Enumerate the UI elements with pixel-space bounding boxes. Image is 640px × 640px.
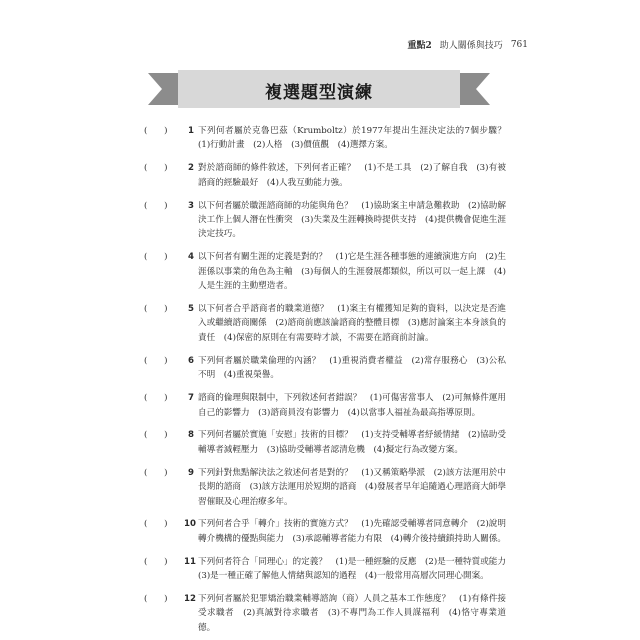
- question-list: [144, 124, 515, 635]
- answer-blank[interactable]: ( ): [144, 467, 175, 478]
- question-item: [144, 161, 506, 190]
- question-number: 9: [188, 467, 194, 478]
- question-text: 以下何者合乎諮商者的職業道德？ (1)案主有權獲知足夠的資料，以決定是否進入或繼續諮商關係 (2)諮商前應該論諮商的整體目標 (3)應討論案主本身該負的責任 (4)保密的原則在有需要時才談，不需要在諮商前討論。: [198, 304, 506, 343]
- question-text: 以下何者屬於職涯諮商師的功能與角色？ (1)協助案主申請急難救助 (2)協助解決工作上個人潛在性衝突 (3)失業及生涯轉換時提供支持 (4)提供機會促進生涯決定技巧。: [198, 200, 506, 240]
- question-item: [144, 354, 506, 383]
- question-number: 8: [188, 430, 194, 441]
- question-item: [144, 124, 506, 153]
- question-text: 下列何者屬於實施「安慰」技術的目標？ (1)支持受輔導者紓緩情緒 (2)協助受輔導者減輕壓力 (3)協助受輔導者認清危機 (4)擬定行為改變方案。: [198, 430, 506, 455]
- page-number: 761: [510, 39, 528, 50]
- question-number: 11: [184, 556, 196, 567]
- answer-blank[interactable]: ( ): [144, 556, 175, 567]
- question-item: [144, 391, 506, 420]
- answer-blank[interactable]: ( ): [144, 252, 175, 263]
- answer-blank[interactable]: ( ): [144, 304, 175, 315]
- question-item: [144, 199, 506, 242]
- question-item: [144, 250, 506, 293]
- question-number: 1: [188, 126, 194, 136]
- question-item: [144, 517, 506, 546]
- header-section: 重點2: [407, 41, 432, 51]
- question-item: [144, 428, 506, 457]
- question-item: [144, 592, 506, 635]
- question-number: 5: [188, 304, 194, 315]
- answer-blank[interactable]: ( ): [144, 430, 175, 441]
- question-item: [144, 466, 506, 509]
- answer-blank[interactable]: ( ): [144, 163, 175, 174]
- question-number: 12: [184, 594, 196, 605]
- question-text: 下列何者屬於職業倫理的內涵？ (1)重視消費者權益 (2)常存服務心 (3)公私不明 (4)重視榮譽。: [198, 355, 506, 381]
- answer-blank[interactable]: ( ): [144, 355, 175, 366]
- question-number: 10: [184, 519, 196, 530]
- answer-blank[interactable]: ( ): [144, 519, 175, 530]
- question-text: 對於諮商師的條件敘述，下列何者正確？ (1)不是工具 (2)了解自我 (3)有被諮商的經驗最好 (4)人我互動能力強。: [198, 163, 506, 188]
- question-text: 下列何者屬於犯罪矯治職業輔導諮詢（商）人員之基本工作態度？ (1)有條件接受求職者 (2)真誠對待求職者 (3)不專門為工作人員謀福利 (4)恪守專業道德。: [198, 594, 506, 633]
- question-text: 下列何者符合「同理心」的定義？ (1)是一種經驗的反應 (2)是一種特質或能力 (3)是一種正確了解他人情緒與認知的過程 (4)一般常用高層次同理心開案。: [198, 556, 515, 582]
- banner-title: 複選題型演練: [265, 83, 373, 103]
- question-item: [144, 555, 515, 584]
- question-number: 3: [188, 200, 194, 211]
- question-number: 7: [188, 393, 194, 404]
- answer-blank[interactable]: ( ): [144, 200, 175, 211]
- question-number: 2: [188, 163, 194, 174]
- question-text: 下列何者合乎「轉介」技術的實施方式？ (1)先確認受輔導者同意轉介 (2)說明轉介機構的優點與能力 (3)承認輔導者能力有限 (4)轉介後持續鎖持助人關係。: [198, 519, 506, 544]
- question-text: 下列何者屬於克魯巴茲（Krumboltz）於1977年提出生涯決定法的7個步驟？ (1)行動計畫 (2)人格 (3)價值觀 (4)選擇方案。: [198, 126, 506, 151]
- question-text: 以下何者有關生涯的定義是對的？ (1)它是生涯各種事態的連續演進方向 (2)生涯係以事業的角色為主軸 (3)每個人的生涯發展都類似，所以可以一起上課 (4)人是生涯的主動塑造者。: [198, 252, 506, 292]
- answer-blank[interactable]: ( ): [144, 393, 175, 404]
- running-header: [408, 38, 528, 51]
- answer-blank[interactable]: ( ): [144, 126, 175, 136]
- answer-blank[interactable]: ( ): [144, 594, 175, 605]
- question-number: 4: [188, 252, 194, 263]
- question-text: 諮商的倫理與限制中，下列敘述何者錯誤？ (1)可傷害當事人 (2)可無條件運用自己的影響力 (3)諮商員沒有影響力 (4)以當事人福祉為最高指導原則。: [198, 393, 506, 418]
- header-title: 助人關係與技巧: [439, 41, 503, 51]
- question-text: 下列針對焦點解決法之敘述何者是對的？ (1)又稱策略學派 (2)該方法運用於中長期的諮商 (3)該方法運用於短期的諮商 (4)發展者早年追隨過心理諮商大師學習催眠及心理治療多年。: [198, 467, 506, 507]
- question-item: [144, 302, 506, 345]
- question-number: 6: [188, 355, 194, 366]
- section-banner: [148, 70, 490, 108]
